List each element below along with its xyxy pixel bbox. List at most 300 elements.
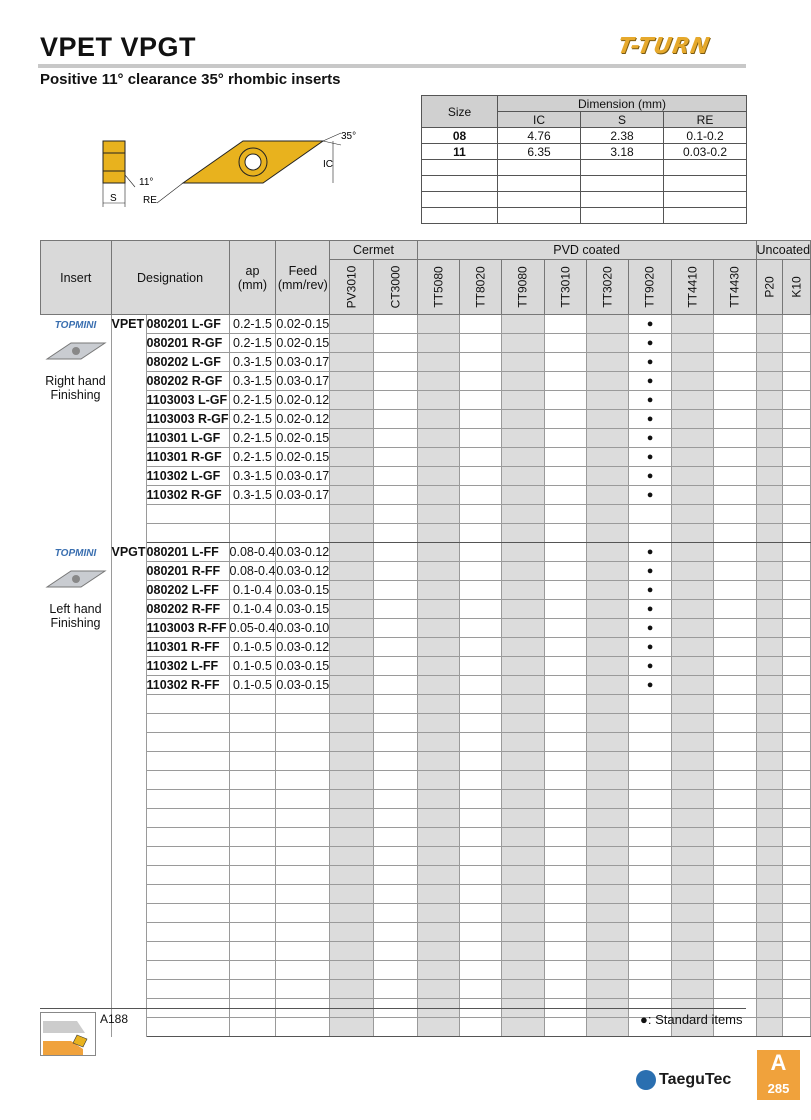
- grade-cell: ●: [629, 619, 671, 638]
- grade-cell: [756, 1018, 783, 1037]
- designation-cell: 080201 R-GF: [146, 334, 229, 353]
- feed-cell: [276, 771, 330, 790]
- family-spacer: [111, 771, 146, 790]
- grade-cell: [502, 676, 544, 695]
- grade-cell: [783, 790, 811, 809]
- grade-cell: [671, 391, 713, 410]
- grade-cell: [671, 714, 713, 733]
- grade-cell: [460, 790, 502, 809]
- grade-cell: [714, 486, 756, 505]
- grade-cell: [502, 961, 544, 980]
- insert-operation-label: Finishing: [50, 615, 101, 630]
- grade-cell: [417, 1018, 459, 1037]
- family-spacer: [111, 714, 146, 733]
- grade-header: TT9080: [516, 266, 531, 308]
- grade-cell: [417, 372, 459, 391]
- grade-cell: ●: [629, 657, 671, 676]
- legend-text: ●: Standard items: [640, 1012, 743, 1027]
- grade-cell: [330, 410, 374, 429]
- grade-cell: [783, 334, 811, 353]
- grade-cell: [587, 923, 629, 942]
- grade-cell: [671, 581, 713, 600]
- designation-cell: 1103003 R-FF: [146, 619, 229, 638]
- grade-cell: [460, 885, 502, 904]
- designation-cell: [146, 505, 229, 524]
- family-spacer: [111, 505, 146, 524]
- family-spacer: [111, 866, 146, 885]
- grade-cell: [330, 581, 374, 600]
- grade-cell: [783, 505, 811, 524]
- grade-cell: [629, 942, 671, 961]
- grade-cell: [714, 714, 756, 733]
- ap-cell: 0.08-0.4: [229, 562, 276, 581]
- grade-cell: [330, 315, 374, 334]
- grade-cell: [629, 847, 671, 866]
- page-reference-link[interactable]: A188: [100, 1012, 129, 1026]
- grade-cell: [417, 619, 459, 638]
- grade-cell: [783, 923, 811, 942]
- grade-cell: [629, 885, 671, 904]
- grade-cell: [671, 752, 713, 771]
- ap-cell: 0.3-1.5: [229, 372, 276, 391]
- grade-cell: [629, 714, 671, 733]
- t-turn-logo: T-TURN: [615, 34, 713, 59]
- feed-cell: 0.03-0.15: [276, 600, 330, 619]
- grade-cell: [330, 505, 374, 524]
- table-row: [41, 372, 811, 391]
- grade-cell: [756, 429, 783, 448]
- grade-cell: [671, 353, 713, 372]
- grade-cell: [373, 315, 417, 334]
- family-spacer: [111, 638, 146, 657]
- grade-cell: [373, 562, 417, 581]
- grade-cell: [330, 866, 374, 885]
- grade-cell: [587, 372, 629, 391]
- grade-cell: [417, 714, 459, 733]
- grade-cell: [587, 961, 629, 980]
- family-spacer: [111, 581, 146, 600]
- grade-cell: [587, 619, 629, 638]
- insert-cell: [41, 543, 112, 1037]
- grade-cell: [460, 334, 502, 353]
- grade-cell: [502, 429, 544, 448]
- grade-cell: [417, 752, 459, 771]
- ap-cell: 0.1-0.4: [229, 600, 276, 619]
- ap-cell: 0.3-1.5: [229, 353, 276, 372]
- grade-cell: [417, 315, 459, 334]
- grade-cell: [587, 600, 629, 619]
- designation-cell: [146, 885, 229, 904]
- grade-cell: [373, 809, 417, 828]
- grade-cell: [417, 695, 459, 714]
- designation-cell: 1103003 R-GF: [146, 410, 229, 429]
- holder-thumbnail: [40, 1012, 96, 1056]
- grade-cell: [714, 790, 756, 809]
- family-spacer: [111, 942, 146, 961]
- family-spacer: [111, 600, 146, 619]
- table-row: [41, 733, 811, 752]
- grade-header: CT3000: [388, 265, 403, 309]
- grade-cell: [783, 486, 811, 505]
- grade-cell: [544, 429, 586, 448]
- grade-cell: [330, 543, 374, 562]
- grade-cell: [783, 657, 811, 676]
- grade-cell: [756, 315, 783, 334]
- grade-cell: ●: [629, 410, 671, 429]
- insert-cell: [41, 315, 112, 543]
- feed-cell: 0.03-0.17: [276, 372, 330, 391]
- grade-cell: [587, 714, 629, 733]
- grade-cell: [417, 505, 459, 524]
- grade-cell: [756, 448, 783, 467]
- grade-cell: [783, 1018, 811, 1037]
- ap-cell: 0.2-1.5: [229, 315, 276, 334]
- insert-geometry-diagram: [95, 115, 375, 215]
- designation-cell: [146, 790, 229, 809]
- grade-cell: [629, 771, 671, 790]
- grade-cell: [671, 619, 713, 638]
- grade-cell: [783, 391, 811, 410]
- grade-cell: [544, 315, 586, 334]
- grade-cell: [756, 353, 783, 372]
- grade-cell: [373, 600, 417, 619]
- grade-cell: [544, 353, 586, 372]
- grade-cell: [460, 486, 502, 505]
- grade-cell: [671, 486, 713, 505]
- grade-cell: [544, 505, 586, 524]
- insert-operation-label: Finishing: [50, 388, 101, 402]
- grade-cell: [544, 923, 586, 942]
- feed-cell: [276, 752, 330, 771]
- grade-cell: [671, 467, 713, 486]
- grade-cell: [460, 505, 502, 524]
- grade-cell: [587, 562, 629, 581]
- grade-cell: [671, 847, 713, 866]
- grade-cell: [460, 942, 502, 961]
- grade-cell: [629, 961, 671, 980]
- grade-cell: [502, 695, 544, 714]
- feed-cell: [276, 790, 330, 809]
- grade-cell: [756, 999, 783, 1018]
- grade-cell: [587, 1018, 629, 1037]
- ic-cell: 6.35: [498, 144, 581, 160]
- grade-cell: [783, 771, 811, 790]
- ap-cell: [229, 771, 276, 790]
- insert-photo: [41, 565, 111, 595]
- grade-cell: [417, 828, 459, 847]
- feed-cell: [276, 980, 330, 999]
- pvd-group-header: PVD coated: [417, 241, 756, 260]
- grade-cell: [417, 353, 459, 372]
- table-row: [41, 315, 811, 334]
- grade-cell: [502, 505, 544, 524]
- grade-cell: [544, 733, 586, 752]
- table-row: [41, 391, 811, 410]
- grade-cell: [544, 600, 586, 619]
- grade-cell: [587, 353, 629, 372]
- grade-cell: [330, 391, 374, 410]
- re-label: RE: [143, 195, 157, 206]
- grade-cell: [671, 904, 713, 923]
- grade-cell: [417, 638, 459, 657]
- grade-cell: [330, 562, 374, 581]
- grade-cell: [756, 505, 783, 524]
- grade-cell: [714, 524, 756, 543]
- grade-cell: [587, 486, 629, 505]
- grade-cell: [502, 524, 544, 543]
- grade-cell: [502, 410, 544, 429]
- grade-cell: [756, 714, 783, 733]
- designation-cell: [146, 714, 229, 733]
- grade-cell: [330, 923, 374, 942]
- grade-cell: [502, 391, 544, 410]
- grade-cell: [544, 885, 586, 904]
- grade-cell: [502, 1018, 544, 1037]
- grade-cell: [783, 676, 811, 695]
- section-letter: A: [770, 1050, 787, 1075]
- page-subtitle: Positive 11° clearance 35° rhombic inserts: [40, 71, 341, 88]
- grade-header: PV3010: [344, 265, 359, 309]
- grade-header: TT3020: [600, 266, 615, 308]
- designation-cell: [146, 923, 229, 942]
- feed-cell: 0.03-0.15: [276, 657, 330, 676]
- grade-cell: [587, 657, 629, 676]
- feed-cell: 0.02-0.15: [276, 334, 330, 353]
- grade-cell: [417, 904, 459, 923]
- family-spacer: [111, 467, 146, 486]
- grade-cell: [417, 942, 459, 961]
- feed-cell: 0.02-0.15: [276, 315, 330, 334]
- grade-header: P20: [762, 276, 777, 298]
- grade-cell: [460, 638, 502, 657]
- grade-cell: ●: [629, 372, 671, 391]
- ap-cell: 0.2-1.5: [229, 448, 276, 467]
- grade-cell: [417, 847, 459, 866]
- ap-cell: 0.3-1.5: [229, 467, 276, 486]
- grade-cell: ●: [629, 448, 671, 467]
- grade-cell: [460, 562, 502, 581]
- family-spacer: [111, 524, 146, 543]
- grade-cell: [330, 334, 374, 353]
- family-spacer: [111, 923, 146, 942]
- ap-cell: [229, 885, 276, 904]
- ap-cell: 0.08-0.4: [229, 543, 276, 562]
- grade-cell: [373, 467, 417, 486]
- grade-cell: [756, 524, 783, 543]
- grade-cell: [756, 980, 783, 999]
- feed-cell: [276, 809, 330, 828]
- table-row: [41, 524, 811, 543]
- grade-cell: [714, 448, 756, 467]
- grade-cell: [373, 904, 417, 923]
- ap-cell: 0.1-0.5: [229, 657, 276, 676]
- family-spacer: [111, 828, 146, 847]
- grade-cell: [502, 790, 544, 809]
- grade-cell: [783, 942, 811, 961]
- grade-cell: [783, 410, 811, 429]
- grade-header: TT9020: [643, 266, 658, 308]
- size-cell: 11: [422, 144, 498, 160]
- grade-cell: [502, 315, 544, 334]
- grade-cell: [756, 904, 783, 923]
- grade-cell: [714, 315, 756, 334]
- topmini-logo: TOPMINI: [54, 320, 97, 331]
- grade-cell: ●: [629, 543, 671, 562]
- taegutec-emblem-icon: [636, 1070, 656, 1090]
- grade-cell: [671, 638, 713, 657]
- grade-cell: [714, 752, 756, 771]
- grade-cell: [587, 543, 629, 562]
- grade-cell: [373, 942, 417, 961]
- ic-header: IC: [498, 112, 581, 128]
- grade-cell: [373, 828, 417, 847]
- grade-cell: [502, 828, 544, 847]
- grade-cell: [460, 733, 502, 752]
- designation-cell: 080202 R-GF: [146, 372, 229, 391]
- designation-cell: 080202 L-FF: [146, 581, 229, 600]
- grade-cell: [460, 372, 502, 391]
- re-cell: 0.1-0.2: [664, 128, 747, 144]
- grade-cell: [417, 809, 459, 828]
- grade-cell: [373, 638, 417, 657]
- grade-header: TT5080: [431, 266, 446, 308]
- table-row: [41, 771, 811, 790]
- feed-cell: [276, 1018, 330, 1037]
- table-row: [41, 505, 811, 524]
- grade-cell: [671, 885, 713, 904]
- grade-cell: [756, 486, 783, 505]
- grade-cell: [417, 657, 459, 676]
- designation-cell: 110302 R-GF: [146, 486, 229, 505]
- grade-cell: [587, 695, 629, 714]
- s-header: S: [581, 112, 664, 128]
- grade-cell: [783, 543, 811, 562]
- grade-cell: [587, 676, 629, 695]
- family-label: VPGT: [111, 543, 146, 562]
- grade-cell: [502, 866, 544, 885]
- grade-cell: [373, 505, 417, 524]
- grade-cell: [417, 733, 459, 752]
- page-title: VPET VPGT: [40, 32, 197, 62]
- grade-cell: [544, 657, 586, 676]
- ic-label: IC: [323, 159, 333, 170]
- grade-cell: [502, 486, 544, 505]
- table-row: [41, 600, 811, 619]
- grade-cell: [460, 600, 502, 619]
- grade-cell: [756, 581, 783, 600]
- designation-cell: [146, 866, 229, 885]
- grade-cell: ●: [629, 600, 671, 619]
- family-spacer: [111, 448, 146, 467]
- insert-hand-label: Right hand: [45, 374, 106, 388]
- designation-cell: [146, 695, 229, 714]
- grade-cell: [783, 372, 811, 391]
- grade-cell: [756, 885, 783, 904]
- grade-cell: [373, 885, 417, 904]
- table-row: [41, 885, 811, 904]
- grade-cell: [373, 733, 417, 752]
- grade-cell: [587, 334, 629, 353]
- grade-cell: [783, 581, 811, 600]
- grade-cell: ●: [629, 581, 671, 600]
- grade-cell: [783, 980, 811, 999]
- angle-label: 35°: [341, 131, 357, 142]
- table-row: [41, 809, 811, 828]
- grade-cell: [714, 695, 756, 714]
- grade-cell: [783, 315, 811, 334]
- grade-cell: [373, 657, 417, 676]
- table-row: [41, 980, 811, 999]
- grade-cell: [460, 315, 502, 334]
- ap-cell: [229, 733, 276, 752]
- grade-cell: [544, 638, 586, 657]
- grade-cell: [502, 467, 544, 486]
- side-view: [103, 141, 135, 207]
- grade-cell: [671, 372, 713, 391]
- designation-cell: 080201 L-GF: [146, 315, 229, 334]
- ap-cell: [229, 752, 276, 771]
- feed-cell: 0.03-0.15: [276, 676, 330, 695]
- insert-photo: [41, 337, 111, 367]
- grade-cell: [756, 923, 783, 942]
- table-row: [41, 581, 811, 600]
- grade-cell: ●: [629, 391, 671, 410]
- feed-cell: 0.02-0.15: [276, 429, 330, 448]
- family-spacer: [111, 391, 146, 410]
- ap-cell: 0.1-0.5: [229, 676, 276, 695]
- designation-cell: [146, 847, 229, 866]
- table-row: [41, 828, 811, 847]
- grade-cell: [587, 410, 629, 429]
- designation-cell: 110302 L-GF: [146, 467, 229, 486]
- s-cell: 2.38: [581, 128, 664, 144]
- grade-cell: [544, 581, 586, 600]
- grade-cell: [330, 733, 374, 752]
- grade-cell: [629, 980, 671, 999]
- grade-cell: [544, 1018, 586, 1037]
- table-row: [41, 334, 811, 353]
- grade-cell: [671, 809, 713, 828]
- designation-cell: [146, 524, 229, 543]
- ap-cell: 0.2-1.5: [229, 410, 276, 429]
- feed-cell: [276, 885, 330, 904]
- grade-cell: [330, 847, 374, 866]
- grade-cell: [373, 524, 417, 543]
- grade-cell: [783, 885, 811, 904]
- grade-cell: [587, 809, 629, 828]
- grade-cell: [544, 410, 586, 429]
- grade-cell: [587, 733, 629, 752]
- designation-cell: 110301 R-GF: [146, 448, 229, 467]
- ap-cell: 0.2-1.5: [229, 391, 276, 410]
- grade-cell: ●: [629, 315, 671, 334]
- ap-cell: [229, 904, 276, 923]
- grade-cell: ●: [629, 638, 671, 657]
- grade-header: TT8020: [473, 266, 488, 308]
- grade-cell: [373, 752, 417, 771]
- designation-cell: 110301 L-GF: [146, 429, 229, 448]
- grade-cell: [460, 828, 502, 847]
- grade-cell: [460, 619, 502, 638]
- grade-cell: [587, 904, 629, 923]
- grade-cell: [714, 923, 756, 942]
- feed-cell: [276, 961, 330, 980]
- grade-cell: [783, 600, 811, 619]
- grade-cell: [330, 980, 374, 999]
- grade-cell: [373, 980, 417, 999]
- grade-cell: [417, 790, 459, 809]
- designation-cell: [146, 1018, 229, 1037]
